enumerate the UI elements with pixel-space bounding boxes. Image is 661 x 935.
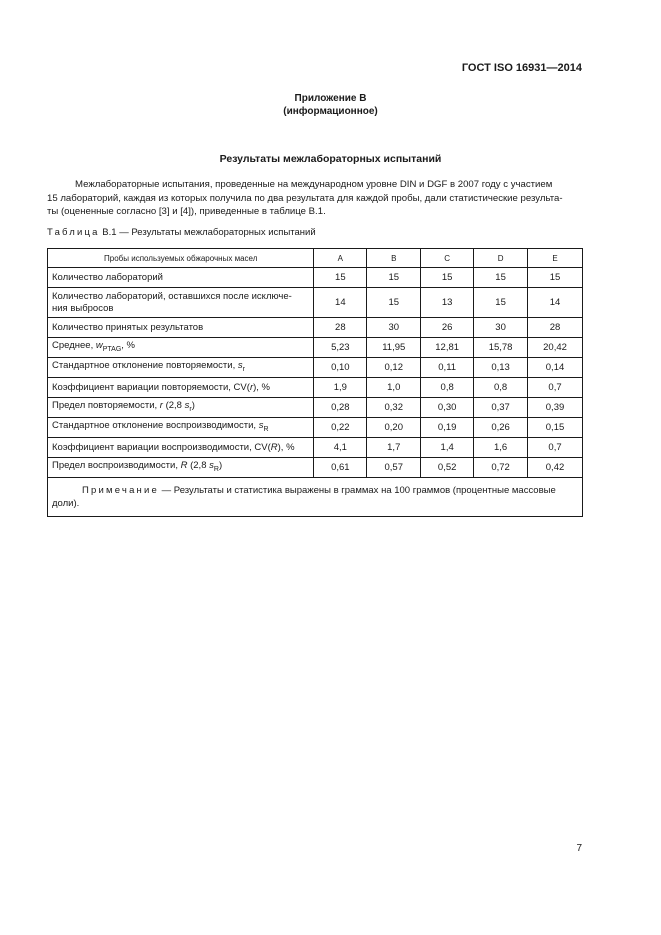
row-label [48, 338, 314, 358]
row-label-text: (2,8 [187, 459, 210, 471]
cell-value: 0,57 [367, 458, 421, 478]
table-caption [47, 227, 316, 238]
header-column: D [474, 249, 528, 268]
cell-value: 0,39 [528, 398, 583, 418]
cell-value: 0,28 [314, 398, 367, 418]
row-label-text: Предел воспроизводимости, [52, 459, 181, 471]
row-label-subscript: r [242, 365, 245, 373]
cell-value: 0,52 [421, 458, 474, 478]
intro-line: Межлабораторные испытания, проведенные на международном уровне DIN и DGF в 2007 году с участием [75, 179, 553, 190]
cell-value: 0,14 [528, 358, 583, 378]
cell-value: 0,42 [528, 458, 583, 478]
appendix-subtitle: (информационное) [283, 106, 378, 117]
row-label-text: ) [191, 399, 195, 411]
table-note-row [48, 478, 583, 517]
row-label-text: , % [121, 339, 136, 351]
row-label-text: Среднее, [52, 339, 96, 351]
table-caption-lead: Таблица [47, 227, 100, 238]
cell-value: 28 [314, 318, 367, 338]
cell-value: 0,19 [421, 418, 474, 438]
row-label [48, 358, 314, 378]
cell-value: 15 [474, 288, 528, 318]
cell-value: 1,4 [421, 438, 474, 458]
table-row [48, 378, 583, 398]
cell-value: 0,15 [528, 418, 583, 438]
row-label: Количество принятых результатов [48, 318, 314, 338]
cell-value: 0,61 [314, 458, 367, 478]
row-label-text: ) [218, 459, 223, 471]
row-label-text: ), % [253, 381, 270, 393]
table-row [48, 338, 583, 358]
row-label-variable: R [270, 441, 278, 453]
row-label: Количество лабораторий [48, 268, 314, 288]
row-label [48, 288, 314, 318]
cell-value: 0,26 [474, 418, 528, 438]
cell-value: 1,9 [314, 378, 367, 398]
header-samples-label: Пробы используемых обжарочных масел [48, 249, 314, 268]
cell-value: 15 [528, 268, 583, 288]
note-text: — Результаты и статистика выражены в граммах на 100 граммов (процентные массовые доли). [52, 485, 556, 509]
row-label [48, 438, 314, 458]
row-label-subscript: PTAG [102, 345, 122, 353]
results-table [47, 248, 583, 517]
table-row [48, 458, 583, 478]
cell-value: 0,20 [367, 418, 421, 438]
cell-value: 15 [474, 268, 528, 288]
row-label-variable: r [159, 399, 163, 411]
row-label [48, 458, 314, 478]
table-header-row [48, 249, 583, 268]
cell-value: 15 [367, 288, 421, 318]
cell-value: 13 [421, 288, 474, 318]
row-label-text: Коэффициент вариации воспроизводимости, CV( [52, 441, 271, 453]
row-label-subscript: R [213, 465, 219, 473]
document-code: ГОСТ ISO 16931—2014 [461, 62, 582, 74]
cell-value: 0,12 [367, 358, 421, 378]
row-label-line: Количество лабораторий, оставшихся после исключе- [52, 291, 292, 302]
cell-value: 15,78 [474, 338, 528, 358]
table-row [48, 358, 583, 378]
table-row [48, 438, 583, 458]
header-column: C [421, 249, 474, 268]
page-number: 7 [576, 843, 582, 854]
cell-value: 0,10 [314, 358, 367, 378]
cell-value: 26 [421, 318, 474, 338]
table-note [48, 478, 583, 517]
table-row [48, 418, 583, 438]
cell-value: 0,72 [474, 458, 528, 478]
cell-value: 15 [421, 268, 474, 288]
cell-value: 5,23 [314, 338, 367, 358]
header-column: B [367, 249, 421, 268]
intro-line: 15 лабораторий, каждая из которых получила по два результата для каждой пробы, дали статистические результа- [47, 192, 563, 204]
cell-value: 4,1 [314, 438, 367, 458]
row-label-variable: R [180, 459, 188, 471]
row-label [48, 418, 314, 438]
cell-value: 20,42 [528, 338, 583, 358]
cell-value: 1,7 [367, 438, 421, 458]
cell-value: 0,30 [421, 398, 474, 418]
row-label-text: (2,8 [162, 399, 185, 411]
cell-value: 0,32 [367, 398, 421, 418]
row-label-variable: s [258, 419, 264, 431]
cell-value: 12,81 [421, 338, 474, 358]
cell-value: 0,7 [528, 438, 583, 458]
cell-value: 14 [314, 288, 367, 318]
row-label-text: ), % [277, 441, 295, 453]
row-label-subscript: R [263, 425, 269, 433]
intro-line: ты (оцененные согласно [3] и [4]), приведенные в таблице В.1. [47, 206, 326, 217]
cell-value: 1,6 [474, 438, 528, 458]
row-label-variable: s [237, 359, 243, 371]
cell-value: 0,7 [528, 378, 583, 398]
cell-value: 15 [367, 268, 421, 288]
section-title: Результаты межлабораторных испытаний [219, 153, 442, 165]
cell-value: 0,8 [474, 378, 528, 398]
note-lead: Примечание [82, 485, 159, 496]
row-label-variable: r [249, 381, 254, 393]
row-label [48, 378, 314, 398]
row-label-text: Коэффициент вариации повторяемости, CV( [52, 381, 250, 393]
table-row [48, 318, 583, 338]
row-label-text: Предел повторяемости, [52, 399, 160, 411]
row-label-line: ния выбросов [52, 302, 114, 314]
cell-value: 30 [367, 318, 421, 338]
appendix-title: Приложение В [294, 93, 367, 104]
row-label-variable: s [209, 459, 214, 471]
cell-value: 0,11 [421, 358, 474, 378]
cell-value: 0,22 [314, 418, 367, 438]
intro-paragraph [47, 178, 583, 219]
table-caption-text: В.1 — Результаты межлабораторных испытаний [102, 227, 316, 238]
cell-value: 0,37 [474, 398, 528, 418]
table-row [48, 288, 583, 318]
row-label-variable: w [95, 339, 103, 351]
header-column: A [314, 249, 367, 268]
header-column: E [528, 249, 583, 268]
cell-value: 0,8 [421, 378, 474, 398]
cell-value: 28 [528, 318, 583, 338]
cell-value: 15 [314, 268, 367, 288]
table-row [48, 268, 583, 288]
row-label-text: Стандартное отклонение воспроизводимости, [52, 419, 259, 431]
cell-value: 0,13 [474, 358, 528, 378]
cell-value: 11,95 [367, 338, 421, 358]
appendix-heading [0, 92, 661, 118]
row-label-text: Стандартное отклонение повторяемости, [52, 359, 238, 371]
cell-value: 14 [528, 288, 583, 318]
row-label-subscript: r [189, 405, 192, 413]
cell-value: 1,0 [367, 378, 421, 398]
table-row [48, 398, 583, 418]
row-label-variable: s [184, 399, 190, 411]
row-label [48, 398, 314, 418]
cell-value: 30 [474, 318, 528, 338]
